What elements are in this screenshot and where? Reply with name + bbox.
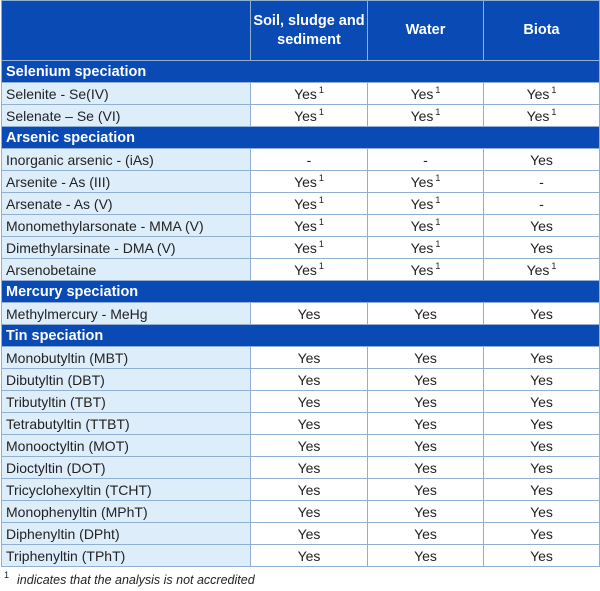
table-cell xyxy=(368,171,484,193)
row-label: Monophenyltin (MPhT) xyxy=(2,501,251,523)
table-row xyxy=(2,457,600,479)
footnote-marker: 1 xyxy=(4,570,10,580)
table-cell xyxy=(251,501,368,523)
table-row xyxy=(2,149,600,171)
header-water: Water xyxy=(368,1,484,61)
header-soil: Soil, sludge and sediment xyxy=(251,1,368,61)
table-cell xyxy=(484,391,600,413)
footnote-ref: 1 xyxy=(318,107,324,117)
table-row xyxy=(2,215,600,237)
table-cell xyxy=(484,215,600,237)
footnote-ref: 1 xyxy=(318,85,324,95)
cell-value: Yes xyxy=(297,547,321,564)
cell-value: Yes xyxy=(297,481,321,498)
table-cell xyxy=(251,83,368,105)
cell-value: Yes xyxy=(530,305,553,322)
cell-value: Yes xyxy=(410,174,434,190)
table-cell xyxy=(484,479,600,501)
row-label: Selenate – Se (VI) xyxy=(2,105,251,127)
cell-value: Yes xyxy=(530,415,553,432)
cell-value: Yes xyxy=(410,108,434,124)
row-label: Dioctyltin (DOT) xyxy=(2,457,251,479)
cell-value: Yes xyxy=(414,371,437,388)
footnote-ref: 1 xyxy=(318,261,324,271)
table-cell xyxy=(368,501,484,523)
table-cell xyxy=(251,149,368,171)
cell-value: Yes xyxy=(410,262,434,278)
row-label: Arsenite - As (III) xyxy=(2,171,251,193)
table-row xyxy=(2,303,600,325)
table-cell xyxy=(368,259,484,281)
cell-value: Yes xyxy=(530,349,553,366)
table-cell xyxy=(251,545,368,567)
table-row xyxy=(2,391,600,413)
table-row xyxy=(2,523,600,545)
cell-value: Yes xyxy=(294,218,317,234)
cell-value: - xyxy=(539,195,544,212)
section-title: Arsenic speciation xyxy=(2,127,600,149)
table-cell xyxy=(251,105,368,127)
cell-value: Yes xyxy=(297,503,321,520)
speciation-table xyxy=(1,0,600,567)
cell-value: Yes xyxy=(530,437,553,454)
table-cell xyxy=(484,457,600,479)
row-label: Inorganic arsenic - (iAs) xyxy=(2,149,251,171)
cell-value: Yes xyxy=(414,437,437,454)
table-cell xyxy=(368,435,484,457)
table-cell xyxy=(484,435,600,457)
cell-value: Yes xyxy=(530,525,553,542)
table-cell xyxy=(368,523,484,545)
table-row xyxy=(2,259,600,281)
footnote-ref: 1 xyxy=(551,261,557,271)
footnote-ref: 1 xyxy=(318,239,324,249)
table-cell xyxy=(484,347,600,369)
table-cell xyxy=(251,479,368,501)
cell-value: Yes xyxy=(410,218,434,234)
section-row xyxy=(2,281,600,303)
header-row xyxy=(2,1,600,61)
footnote-ref: 1 xyxy=(435,85,441,95)
cell-value: Yes xyxy=(414,547,437,564)
row-label: Selenite - Se(IV) xyxy=(2,83,251,105)
cell-value: Yes xyxy=(294,262,317,278)
table-cell xyxy=(484,523,600,545)
cell-value: Yes xyxy=(294,240,317,256)
cell-value: Yes xyxy=(414,459,437,476)
cell-value: Yes xyxy=(297,349,321,366)
footnote-ref: 1 xyxy=(435,239,441,249)
table-row xyxy=(2,105,600,127)
cell-value: Yes xyxy=(414,415,437,432)
table-cell xyxy=(251,171,368,193)
footnote-ref: 1 xyxy=(318,173,324,183)
cell-value: Yes xyxy=(410,86,434,102)
table-row xyxy=(2,83,600,105)
table-cell xyxy=(251,303,368,325)
table-cell xyxy=(484,193,600,215)
table-cell xyxy=(368,479,484,501)
row-label: Triphenyltin (TPhT) xyxy=(2,545,251,567)
row-label: Dimethylarsinate - DMA (V) xyxy=(2,237,251,259)
table-body xyxy=(2,61,600,567)
cell-value: Yes xyxy=(530,547,553,564)
table-cell xyxy=(251,435,368,457)
table-cell xyxy=(251,347,368,369)
footnote-ref: 1 xyxy=(435,173,441,183)
table-cell xyxy=(484,545,600,567)
table-cell xyxy=(251,391,368,413)
cell-value: Yes xyxy=(530,217,553,234)
row-label: Diphenyltin (DPht) xyxy=(2,523,251,545)
table-cell xyxy=(484,369,600,391)
table-cell xyxy=(368,215,484,237)
cell-value: Yes xyxy=(530,459,553,476)
section-title: Selenium speciation xyxy=(2,61,600,83)
table-row xyxy=(2,545,600,567)
cell-value: Yes xyxy=(410,196,434,212)
cell-value: Yes xyxy=(414,393,437,410)
section-row xyxy=(2,127,600,149)
table-cell xyxy=(368,347,484,369)
table-cell xyxy=(251,413,368,435)
cell-value: Yes xyxy=(526,86,550,102)
table-row xyxy=(2,369,600,391)
row-label: Arsenobetaine xyxy=(2,259,251,281)
cell-value: Yes xyxy=(530,503,553,520)
row-label: Methylmercury - MeHg xyxy=(2,303,251,325)
cell-value: Yes xyxy=(526,108,550,124)
table-cell xyxy=(368,193,484,215)
cell-value: Yes xyxy=(294,86,317,102)
table-cell xyxy=(251,237,368,259)
cell-value: Yes xyxy=(297,393,321,410)
section-title: Mercury speciation xyxy=(2,281,600,303)
footnote-ref: 1 xyxy=(435,217,441,227)
table-cell xyxy=(368,303,484,325)
table-row xyxy=(2,413,600,435)
cell-value: Yes xyxy=(410,240,434,256)
table-cell xyxy=(368,105,484,127)
table-cell xyxy=(368,149,484,171)
cell-value: Yes xyxy=(297,371,321,388)
table-cell xyxy=(484,259,600,281)
header-biota: Biota xyxy=(484,1,600,61)
cell-value: Yes xyxy=(297,305,321,322)
header-corner xyxy=(2,1,251,61)
footnote-ref: 1 xyxy=(318,217,324,227)
row-label: Dibutyltin (DBT) xyxy=(2,369,251,391)
table-cell xyxy=(251,457,368,479)
cell-value: Yes xyxy=(294,174,317,190)
table-row xyxy=(2,501,600,523)
table-row xyxy=(2,171,600,193)
table-cell xyxy=(484,105,600,127)
cell-value: Yes xyxy=(530,393,553,410)
table-cell xyxy=(484,413,600,435)
row-label: Monomethylarsonate - MMA (V) xyxy=(2,215,251,237)
table-cell xyxy=(368,545,484,567)
table-row xyxy=(2,479,600,501)
cell-value: - xyxy=(423,151,428,168)
table-cell xyxy=(368,83,484,105)
cell-value: Yes xyxy=(526,262,550,278)
footnote-ref: 1 xyxy=(318,195,324,205)
table-cell xyxy=(484,237,600,259)
section-row xyxy=(2,325,600,347)
row-label: Monobutyltin (MBT) xyxy=(2,347,251,369)
table-cell xyxy=(368,391,484,413)
section-row xyxy=(2,61,600,83)
table-cell xyxy=(251,369,368,391)
cell-value: Yes xyxy=(530,371,553,388)
cell-value: Yes xyxy=(414,481,437,498)
table-row xyxy=(2,237,600,259)
row-label: Arsenate - As (V) xyxy=(2,193,251,215)
cell-value: - xyxy=(306,151,312,168)
cell-value: Yes xyxy=(414,349,437,366)
footnote-ref: 1 xyxy=(551,85,557,95)
table-row xyxy=(2,347,600,369)
table-row xyxy=(2,435,600,457)
footnote xyxy=(4,570,600,587)
cell-value: Yes xyxy=(530,239,553,256)
row-label: Tricyclohexyltin (TCHT) xyxy=(2,479,251,501)
cell-value: Yes xyxy=(297,437,321,454)
cell-value: Yes xyxy=(294,196,317,212)
row-label: Tributyltin (TBT) xyxy=(2,391,251,413)
cell-value: - xyxy=(539,173,544,190)
row-label: Monooctyltin (MOT) xyxy=(2,435,251,457)
table-cell xyxy=(251,523,368,545)
table-cell xyxy=(368,457,484,479)
cell-value: Yes xyxy=(297,415,321,432)
cell-value: Yes xyxy=(297,525,321,542)
table-row xyxy=(2,193,600,215)
cell-value: Yes xyxy=(414,503,437,520)
footnote-ref: 1 xyxy=(435,107,441,117)
footnote-text: indicates that the analysis is not accredited xyxy=(17,573,255,587)
footnote-ref: 1 xyxy=(435,195,441,205)
cell-value: Yes xyxy=(530,151,553,168)
table-cell xyxy=(484,303,600,325)
table-cell xyxy=(368,369,484,391)
footnote-ref: 1 xyxy=(435,261,441,271)
table-cell xyxy=(368,237,484,259)
section-title: Tin speciation xyxy=(2,325,600,347)
table-cell xyxy=(251,193,368,215)
table-cell xyxy=(368,413,484,435)
table-cell xyxy=(251,215,368,237)
cell-value: Yes xyxy=(414,525,437,542)
table-cell xyxy=(484,149,600,171)
cell-value: Yes xyxy=(297,459,321,476)
footnote-ref: 1 xyxy=(551,107,557,117)
cell-value: Yes xyxy=(414,305,437,322)
table-cell xyxy=(484,501,600,523)
row-label: Tetrabutyltin (TTBT) xyxy=(2,413,251,435)
table-cell xyxy=(251,259,368,281)
table-cell xyxy=(484,171,600,193)
cell-value: Yes xyxy=(294,108,317,124)
cell-value: Yes xyxy=(530,481,553,498)
table-cell xyxy=(484,83,600,105)
